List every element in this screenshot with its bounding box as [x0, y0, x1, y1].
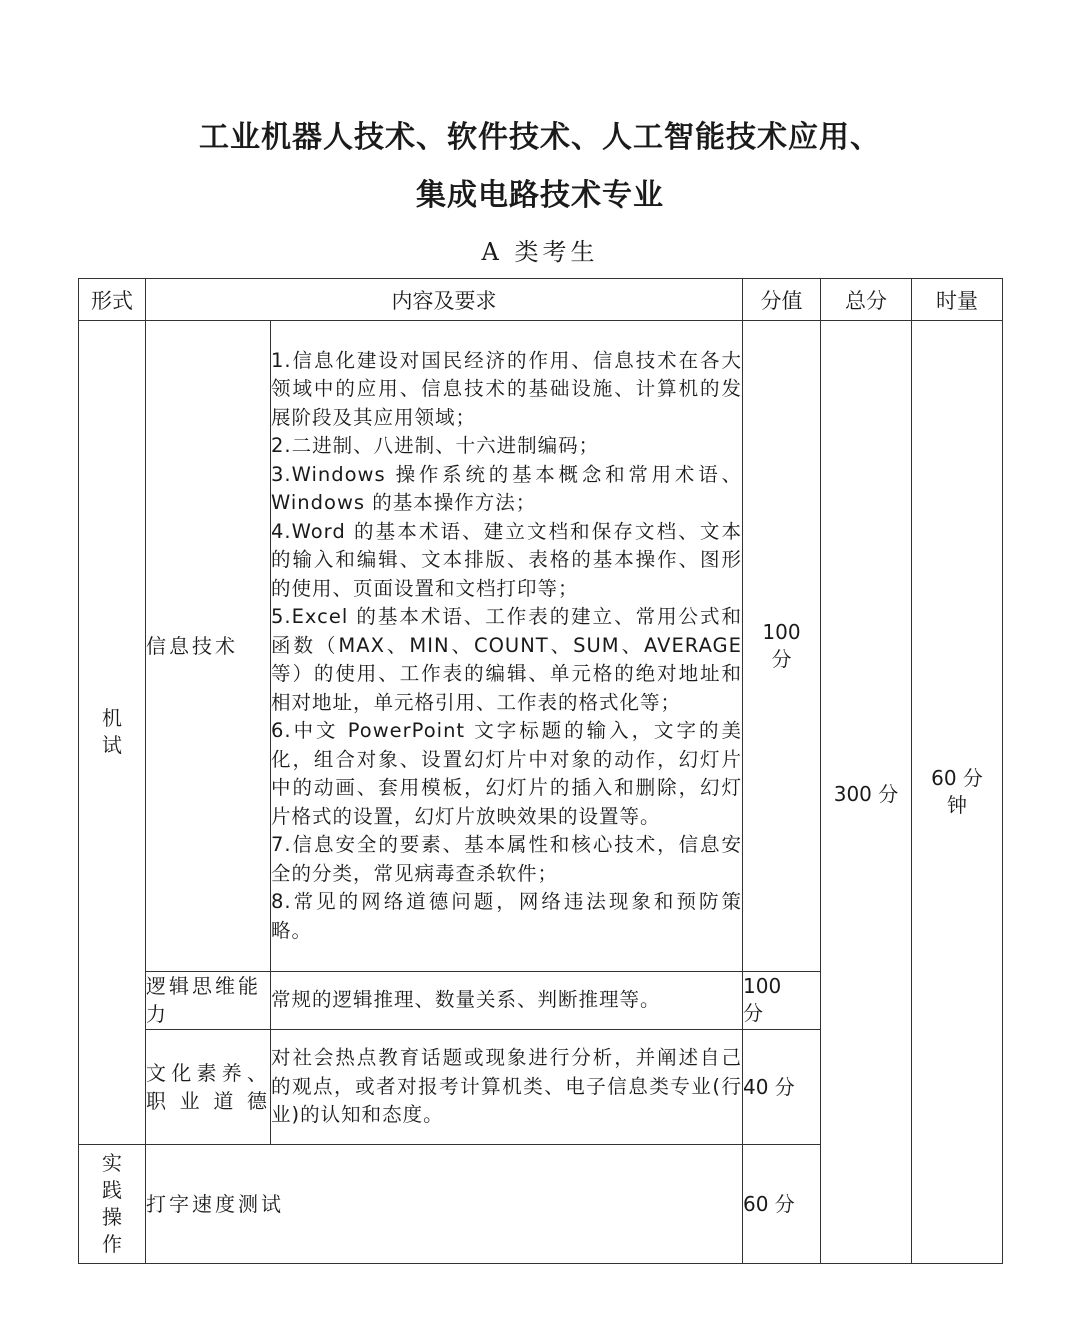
header-total: 总分	[821, 279, 912, 321]
form-label-machine: 机试	[102, 706, 122, 758]
content-cell: 常规的逻辑推理、数量关系、判断推理等。	[271, 971, 743, 1029]
form-cell-practice	[79, 1144, 146, 1263]
table-header-row	[79, 279, 1003, 321]
category-cell: 逻辑思维能力	[146, 971, 271, 1029]
form-label-practice: 实践操作	[102, 1150, 122, 1256]
document-title-line-2: 集成电路技术专业	[416, 178, 664, 213]
header-content: 内容及要求	[146, 279, 743, 321]
total-score-cell	[821, 321, 912, 1264]
score-value: 100 分	[743, 974, 782, 1026]
content-cell: 对社会热点教育话题或现象进行分析，并阐述自己的观点，或者对报考计算机类、电子信息类专业(行业)的认知和态度。	[271, 1029, 743, 1144]
header-score: 分值	[743, 279, 821, 321]
score-cell	[743, 971, 821, 1029]
category-cell: 信息技术	[146, 321, 271, 972]
score-value: 100 分	[762, 619, 801, 671]
total-score-value: 300 分	[833, 781, 899, 806]
header-duration: 时量	[912, 279, 1003, 321]
duration-cell	[912, 321, 1003, 1264]
header-form: 形式	[79, 279, 146, 321]
document-subtitle: A 类考生	[481, 238, 599, 266]
exam-table	[78, 278, 1003, 1264]
score-cell: 40 分	[743, 1029, 821, 1144]
table-row	[79, 321, 1003, 972]
content-cell: 1.信息化建设对国民经济的作用、信息技术在各大领域中的应用、信息技术的基础设施、计算机的发展阶段及其应用领域； 2.二进制、八进制、十六进制编码； 3.Windows 操作系统的基本概念和常用术语、Windows 的基本操作方法； 4.Word 的基本术语、建立文档和保存文档、文本的输入和编辑、文本排版、表格的基本操作、图形的使用、页面设置和文档打印等； 5.Excel 的基本术语、工作表的建立、常用公式和函数（MAX、MIN、COUNT、SUM、AVERAGE等）的使用、工作表的编辑、单元格的绝对地址和相对地址，单元格引用、工作表的格式化等； 6.中文 PowerPoint 文字标题的输入，文字的美化，组合对象、设置幻灯片中对象的动作，幻灯片中的动画、套用模板，幻灯片的插入和删除，幻灯片格式的设置，幻灯片放映效果的设置等。 7.信息安全的要素、基本属性和核心技术，信息安全的分类，常见病毒查杀软件； 8.常见的网络道德问题，网络违法现象和预防策略。	[271, 321, 743, 972]
duration-value: 60 分钟	[931, 766, 983, 818]
category-cell: 文化素养、职业道德	[146, 1029, 271, 1144]
document-title-line-1: 工业机器人技术、软件技术、人工智能技术应用、	[199, 120, 881, 155]
form-cell-machine	[79, 321, 146, 1145]
category-cell: 打字速度测试	[146, 1144, 743, 1263]
score-cell: 60 分	[743, 1144, 821, 1263]
score-cell	[743, 321, 821, 972]
